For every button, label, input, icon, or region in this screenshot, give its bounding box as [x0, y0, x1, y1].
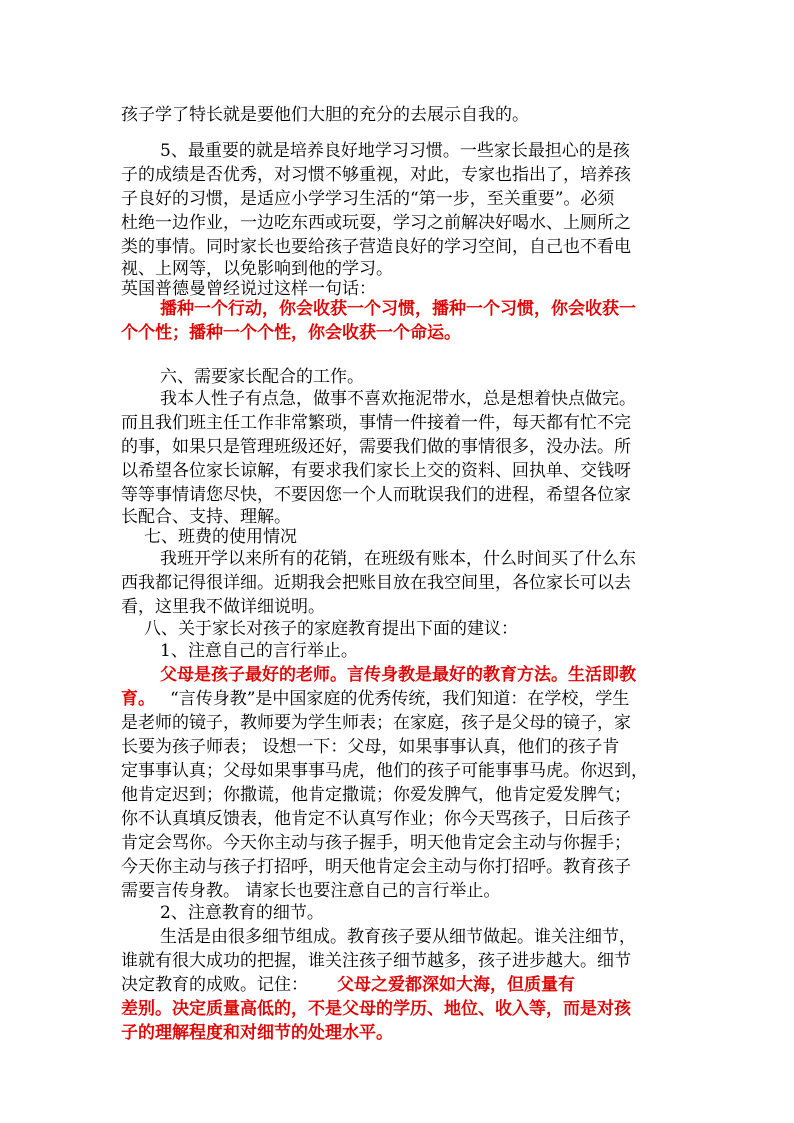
paragraph-line: 看，这里我不做详细说明。 [121, 597, 325, 617]
paragraph-line: 而且我们班主任工作非常繁琐，事情一件接着一件，每天都有忙不完 [121, 413, 631, 433]
paragraph-line: 西我都记得很详细。近期我会把账目放在我空间里，各位家长可以去 [121, 573, 631, 593]
paragraph-line: 你不认真填反馈表，他肯定不认真写作业；你今天骂孩子，日后孩子 [121, 809, 631, 829]
quote-line: 个个性；播种一个个性，你会收获一个命运。 [121, 323, 461, 343]
paragraph-line: 孩子学了特长就是要他们大胆的充分的去展示自我的。 [121, 105, 529, 125]
section-heading: 八、关于家长对孩子的家庭教育提出下面的建议： [144, 619, 518, 639]
paragraph-line: 长要为孩子师表； 设想一下：父母，如果事事认真，他们的孩子肯 [121, 737, 620, 757]
subsection-heading: 2、注意教育的细节。 [160, 903, 324, 923]
highlight-line: 父母是孩子最好的老师。言传身教是最好的教育方法。生活即教 [160, 665, 636, 685]
paragraph-line: 英国普德曼曾经说过这样一句话： [121, 279, 376, 299]
paragraph-line: 他肯定迟到；你撒谎，他肯定撒谎；你爱发脾气，他肯定爱发脾气； [121, 785, 631, 805]
paragraph-line: 谁就有很大成功的把握，谁关注孩子细节越多，孩子进步越大。细节 [121, 951, 631, 971]
paragraph-line: 子的成绩是否优秀，对习惯不够重视，对此，专家也指出了，培养孩 [121, 165, 631, 185]
paragraph-line: 等等事情请您尽快，不要因您一个人而耽误我们的进程，希望各位家 [121, 485, 631, 505]
highlight-line: 子的理解程度和对细节的处理水平。 [121, 1023, 393, 1043]
paragraph-line: 决定教育的成败。记住： [121, 975, 308, 995]
paragraph-line: 杜绝一边作业，一边吃东西或玩耍，学习之前解决好喝水、上厕所之 [121, 213, 631, 233]
highlight-line: 差别。决定质量高低的，不是父母的学历、地位、收入等，而是对孩 [121, 999, 631, 1019]
section-heading: 七、班费的使用情况 [144, 527, 297, 547]
paragraph-line: 长配合、支持、理解。 [121, 507, 291, 527]
paragraph-line: 今天你主动与孩子打招呼，明天他肯定会主动与你打招呼。教育孩子 [121, 857, 631, 877]
paragraph-line: 类的事情。同时家长也要给孩子营造良好的学习空间，自己也不看电 [121, 237, 631, 257]
paragraph-line: 生活是由很多细节组成。教育孩子要从细节做起。谁关注细节， [160, 927, 636, 947]
paragraph-line: 需要言传身教。 请家长也要注意自己的言行举止。 [121, 881, 501, 901]
section-heading: 六、需要家长配合的工作。 [160, 367, 364, 387]
paragraph-line: 是老师的镜子，教师要为学生师表；在家庭，孩子是父母的镜子，家 [121, 713, 631, 733]
paragraph-line: “言传身教”是中国家庭的优秀传统，我们知道：在学校，学生 [170, 689, 630, 709]
subsection-heading: 1、注意自己的言行举止。 [160, 641, 358, 661]
paragraph-line: 以希望各位家长谅解，有要求我们家长上交的资料、回执单、交钱呀 [121, 461, 631, 481]
paragraph-line: 子良好的习惯，是适应小学学习生活的“第一步，至关重要”。必须 [121, 189, 615, 209]
highlight-line: 育。 [121, 689, 155, 709]
paragraph-line: 的事，如果只是管理班级还好，需要我们做的事情很多，没办法。所 [121, 437, 631, 457]
highlight-line: 父母之爱都深如大海，但质量有 [337, 975, 575, 995]
paragraph-line: 5、最重要的就是培养良好地学习习惯。一些家长最担心的是孩 [160, 141, 630, 161]
quote-line: 播种一个行动，你会收获一个习惯，播种一个习惯，你会收获一 [160, 299, 636, 319]
paragraph-line: 视、上网等，以免影响到他的学习。 [121, 259, 393, 279]
paragraph-line: 肯定会骂你。今天你主动与孩子握手，明天他肯定会主动与你握手； [121, 833, 631, 853]
paragraph-line: 定事事认真；父母如果事事马虎，他们的孩子可能事事马虎。你迟到， [121, 761, 648, 781]
paragraph-line: 我本人性子有点急，做事不喜欢拖泥带水，总是想着快点做完。 [160, 389, 636, 409]
paragraph-line: 我班开学以来所有的花销，在班级有账本，什么时间买了什么东 [160, 549, 636, 569]
